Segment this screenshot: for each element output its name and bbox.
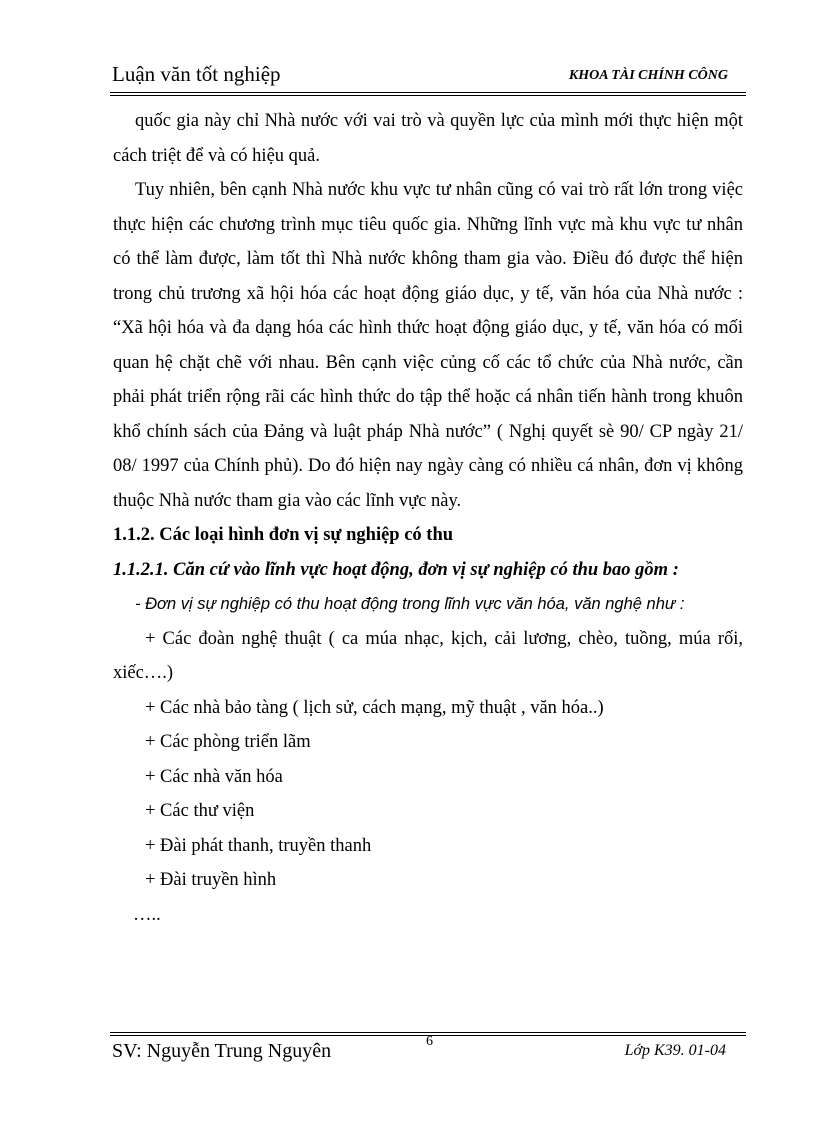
header-department: KHOA TÀI CHÍNH CÔNG	[568, 68, 728, 83]
header-rule-bottom	[110, 95, 746, 96]
list-item: + Các phòng triển lãm	[145, 732, 311, 752]
ellipsis: …..	[133, 904, 161, 925]
list-item: + Đài truyền hình	[145, 870, 277, 890]
document-body	[113, 104, 743, 932]
list-item: + Các thư viện	[145, 801, 255, 821]
list-item: + Các nhà bảo tàng ( lịch sử, cách mạng, mỹ thuật , văn hóa..)	[145, 697, 604, 718]
footer-student: SV: Nguyễn Trung Nguyên	[112, 1040, 332, 1062]
footer-class: Lớp K39. 01-04	[624, 1042, 726, 1059]
paragraph-private-sector: Tuy nhiên, bên cạnh Nhà nước khu vực tư nhân cũng có vai trò rất lớn trong việc thực hiện các chương trình mục tiêu quốc gia. Những lĩnh vực mà khu vực tư nhân có thể làm được, làm tốt thì Nhà nước không tham gia vào. Điều đó được thể hiện trong chủ trương xã hội hóa các hoạt động giáo dục, y tế, văn hóa của Nhà nước : “Xã hội hóa và đa dạng hóa các hình thức hoạt động giáo dục, y tế, văn hóa có mối quan hệ chặt chẽ với nhau. Bên cạnh việc củng cố các tổ chức của Nhà nước, cần phải phát triển rộng rãi các hình thức do tập thể hoặc cá nhân tiến hành trong khuôn khổ chính sách của Đảng và luật pháp Nhà nước” ( Nghị quyết sè 90/ CP ngày 21/ 08/ 1997 của Chính phủ). Do đó hiện nay ngày càng có nhiều cá nhân, đơn vị không thuộc Nhà nước tham gia vào các lĩnh vực này.	[113, 180, 743, 511]
page-number: 6	[426, 1034, 433, 1049]
footer-rule-top	[110, 1032, 746, 1033]
header-rule-top	[110, 92, 746, 93]
header-title: Luận văn tốt nghiệp	[112, 62, 281, 86]
list-item: + Các đoàn nghệ thuật ( ca múa nhạc, kịch, cải lương, chèo, tuồng, múa rối, xiếc….)	[113, 628, 743, 683]
paragraph-continuation: quốc gia này chỉ Nhà nước với vai trò và quyền lực của mình mới thực hiện một cách triệt để và có hiệu quả.	[113, 111, 743, 166]
list-item: + Các nhà văn hóa	[145, 766, 283, 787]
list-item: + Đài phát thanh, truyền thanh	[145, 835, 372, 856]
section-heading: 1.1.2. Các loại hình đơn vị sự nghiệp có thu	[113, 525, 454, 545]
subsection-heading: 1.1.2.1. Căn cứ vào lĩnh vực hoạt động, đơn vị sự nghiệp có thu bao gồm :	[113, 559, 679, 580]
list-intro: - Đơn vị sự nghiệp có thu hoạt động trong lĩnh vực văn hóa, văn nghệ như :	[135, 595, 685, 613]
